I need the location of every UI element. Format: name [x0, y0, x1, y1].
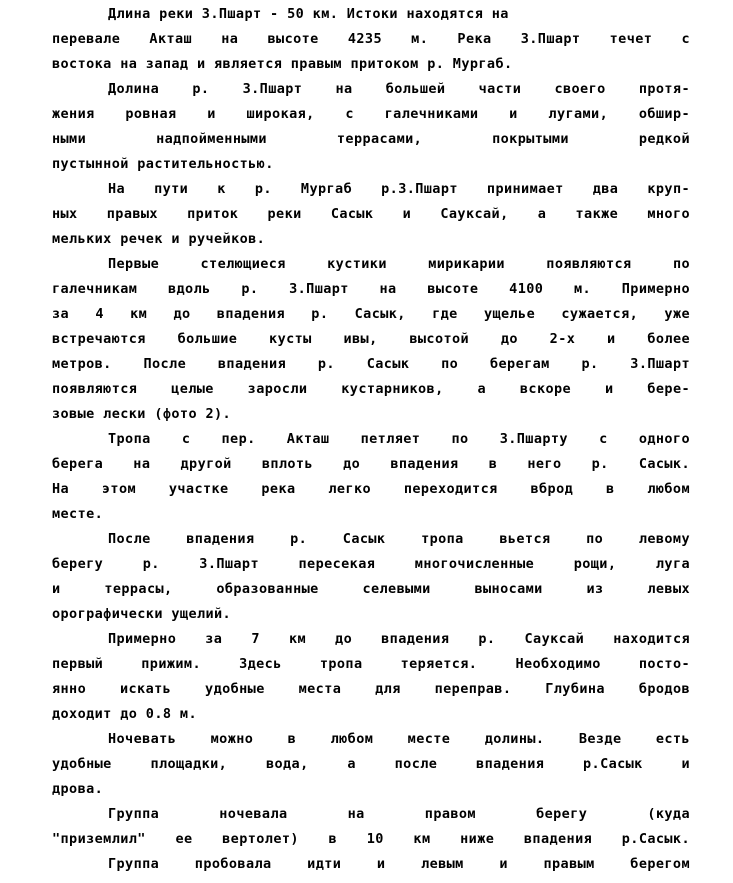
text-line: первый прижим. Здесь тропа теряется. Необходимо посто- — [52, 656, 690, 672]
text-line: ными надпойменными террасами, покрытыми редкой — [52, 131, 690, 147]
text-line: зовые лески (фото 2). — [52, 406, 232, 422]
text-line: востока на запад и является правым притоком р. Мургаб. — [52, 56, 513, 72]
text-line: Ночевать можно в любом месте долины. Везде есть — [108, 731, 690, 747]
text-line: и террасы, образованные селевыми выносами из левых — [52, 581, 690, 597]
text-line: появляются целые заросли кустарников, а вскоре и бере- — [52, 381, 690, 397]
text-line: дрова. — [52, 781, 104, 797]
text-line: встречаются большие кусты ивы, высотой до 2-х и более — [52, 331, 690, 347]
text-line: месте. — [52, 506, 104, 522]
text-line: Группа пробовала идти и левым и правым берегом — [108, 856, 690, 872]
text-line: Примерно за 7 км до впадения р. Сауксай находится — [108, 631, 690, 647]
text-line: Первые стелющиеся кустики мирикарии появляются по — [108, 256, 690, 272]
text-line: берега на другой вплоть до впадения в него р. Сасык. — [52, 456, 690, 472]
text-line: ных правых приток реки Сасык и Сауксай, а также много — [52, 206, 690, 222]
text-line: удобные площадки, вода, а после впадения р.Сасык и — [52, 756, 690, 772]
text-line: галечникам вдоль р. З.Пшарт на высоте 4100 м. Примерно — [52, 281, 690, 297]
text-line: Тропа с пер. Акташ петляет по З.Пшарту с одного — [108, 431, 690, 447]
text-line: пустынной растительностью. — [52, 156, 274, 172]
text-line: На пути к р. Мургаб р.З.Пшарт принимает два круп- — [108, 181, 690, 197]
text-line: доходит до 0.8 м. — [52, 706, 197, 722]
text-line: берегу р. З.Пшарт пересекая многочисленные рощи, луга — [52, 556, 690, 572]
text-line: Группа ночевала на правом берегу (куда — [108, 806, 690, 822]
text-line: "приземлил" ее вертолет) в 10 км ниже впадения р.Сасык. — [52, 831, 690, 847]
text-line: На этом участке река легко переходится вброд в любом — [52, 481, 690, 497]
text-line: Длина реки З.Пшарт - 50 км. Истоки находятся на — [108, 6, 509, 22]
text-line: орографически ущелий. — [52, 606, 232, 622]
text-line: мельких речек и ручейков. — [52, 231, 266, 247]
text-line: перевале Акташ на высоте 4235 м. Река З.Пшарт течет с — [52, 31, 690, 47]
text-line: метров. После впадения р. Сасык по берегам р. З.Пшарт — [52, 356, 690, 372]
text-line: за 4 км до впадения р. Сасык, где ущелье сужается, уже — [52, 306, 690, 322]
text-line: После впадения р. Сасык тропа вьется по левому — [108, 531, 690, 547]
text-line: жения ровная и широкая, с галечниками и лугами, обшир- — [52, 106, 690, 122]
text-line: янно искать удобные места для переправ. Глубина бродов — [52, 681, 690, 697]
text-line: Долина р. З.Пшарт на большей части своего протя- — [108, 81, 690, 97]
